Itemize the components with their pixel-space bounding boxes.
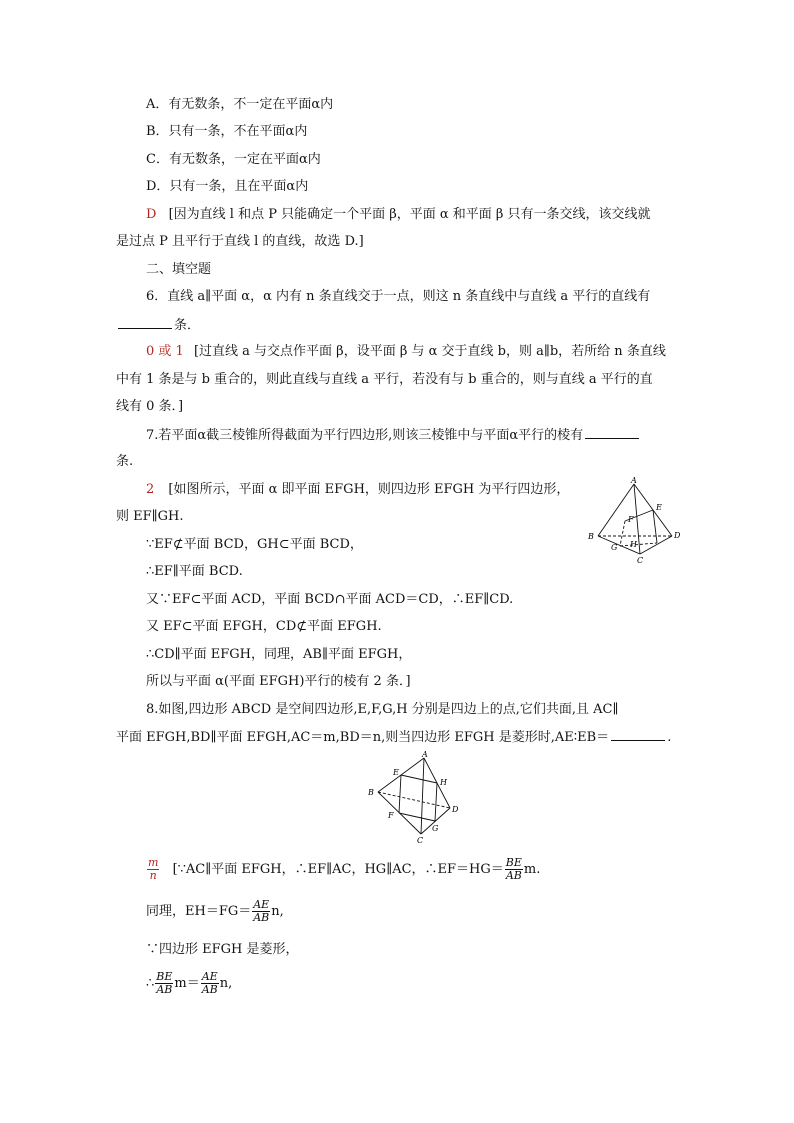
fig2-label-f: F: [388, 811, 394, 820]
q7-solution-4: ∴EF∥平面 BCD.: [146, 564, 243, 579]
q8-answer-fraction: $\frac{m}{n}$: [148, 856, 159, 882]
q5-answer-line2: 是过点 P 且平行于直线 l 的直线，故选 D.]: [116, 234, 364, 249]
option-d: D．只有一条，且在平面α内: [146, 179, 309, 194]
q7-solution-6: 又 EF⊂平面 EFGH，CD⊄平面 EFGH.: [146, 619, 382, 634]
q7-text: 7.若平面α截三棱锥所得截面为平行四边形,则该三棱锥中与平面α平行的棱有: [146, 426, 641, 445]
fig1-label-c: C: [637, 556, 644, 565]
q5-answer: [146, 206, 651, 224]
q7-solution-1: [如图所示，平面 α 即平面 EFGH，则四边形 EFGH 为平行四边形，: [168, 482, 570, 497]
fig2-label-h: H: [440, 778, 447, 787]
fig1-label-e: E: [656, 503, 662, 512]
q7-solution-7: ∴CD∥平面 EFGH，同理，AB∥平面 EFGH，: [146, 647, 412, 662]
fig1-label-h: H: [630, 540, 637, 549]
q7-blank[interactable]: [585, 426, 639, 439]
q6-answer: [146, 343, 666, 361]
q6-answer-text: [过直线 a 与交点作平面 β，设平面 β 与 α 交于直线 b，则 a∥b，若所给 n 条直线: [193, 344, 666, 359]
q6-answer-value: 0 或 1: [146, 344, 184, 359]
fig1-label-b: B: [588, 532, 594, 541]
q8-solution-1: [∵AC∥平面 EFGH，∴EF∥AC，HG∥AC，∴EF＝HG＝ $\frac{BE}{AB}$ m.: [172, 856, 541, 882]
q8-text-line2: 平面 EFGH,BD∥平面 EFGH,AC＝m,BD＝n,则当四边形 EFGH 是菱形时,AE∶EB＝ .: [116, 730, 672, 745]
q8-answer: [146, 856, 540, 884]
q7-solution-3: ∵EF⊄平面 BCD，GH⊂平面 BCD，: [146, 537, 363, 552]
q7-answer: [146, 481, 569, 499]
tetrahedron-figure: [584, 474, 684, 566]
option-b: B．只有一条，不在平面α内: [146, 124, 308, 139]
fig2-label-d: D: [452, 805, 459, 814]
q6-blank[interactable]: [118, 316, 172, 329]
q7-text-line2: 条.: [116, 454, 134, 469]
fig2-label-b: B: [368, 788, 374, 797]
q6-text-line2: 条．: [116, 316, 200, 335]
fig1-label-g: G: [611, 543, 618, 552]
q7-solution-5: 又∵EF⊂平面 ACD，平面 BCD∩平面 ACD＝CD，∴EF∥CD.: [146, 592, 514, 607]
q5-answer-letter: D: [146, 207, 157, 222]
fig2-label-g: G: [432, 824, 439, 833]
q7-solution-8: 所以与平面 α(平面 EFGH)平行的棱有 2 条．]: [146, 674, 411, 689]
space-quadrilateral-figure: [364, 748, 464, 844]
q8-solution-4: ∴ $\frac{BE}{AB}$ m＝ $\frac{AE}{AB}$ n,: [146, 970, 233, 996]
q8-solution-3: ∵四边形 EFGH 是菱形，: [146, 942, 299, 957]
q6-text: 6．直线 a∥平面 α，α 内有 n 条直线交于一点，则这 n 条直线中与直线 a 平行的直线有: [146, 289, 651, 304]
fig2-label-a: A: [422, 750, 428, 759]
q5-answer-text: [因为直线 l 和点 P 只能确定一个平面 β，平面 α 和平面 β 只有一条交线，该交线就: [168, 207, 651, 222]
q8-blank[interactable]: [611, 728, 665, 741]
fig2-label-c: C: [417, 836, 424, 844]
option-a: A．有无数条，不一定在平面α内: [146, 97, 334, 112]
q8-solution-2: 同理，EH＝FG＝ $\frac{AE}{AB}$ n,: [146, 898, 284, 924]
q7-answer-value: 2: [146, 482, 155, 497]
fig2-label-e: E: [393, 768, 399, 777]
fig1-label-a: A: [631, 476, 637, 485]
q6-answer-line3: 线有 0 条．]: [116, 399, 184, 414]
q8-text: 8.如图,四边形 ABCD 是空间四边形,E,F,G,H 分别是四边上的点,它们共面,且 AC∥: [146, 702, 619, 717]
q6-answer-line2: 中有 1 条是与 b 重合的，则此直线与直线 a 平行，若没有与 b 重合的，则与直线 a 平行的直: [116, 372, 653, 387]
fig1-label-f: F: [628, 515, 634, 524]
section-heading: 二、填空题: [146, 262, 212, 277]
fig1-label-d: D: [674, 531, 681, 540]
option-c: C．有无数条，一定在平面α内: [146, 152, 321, 167]
q7-solution-2: 则 EF∥GH.: [116, 509, 184, 524]
